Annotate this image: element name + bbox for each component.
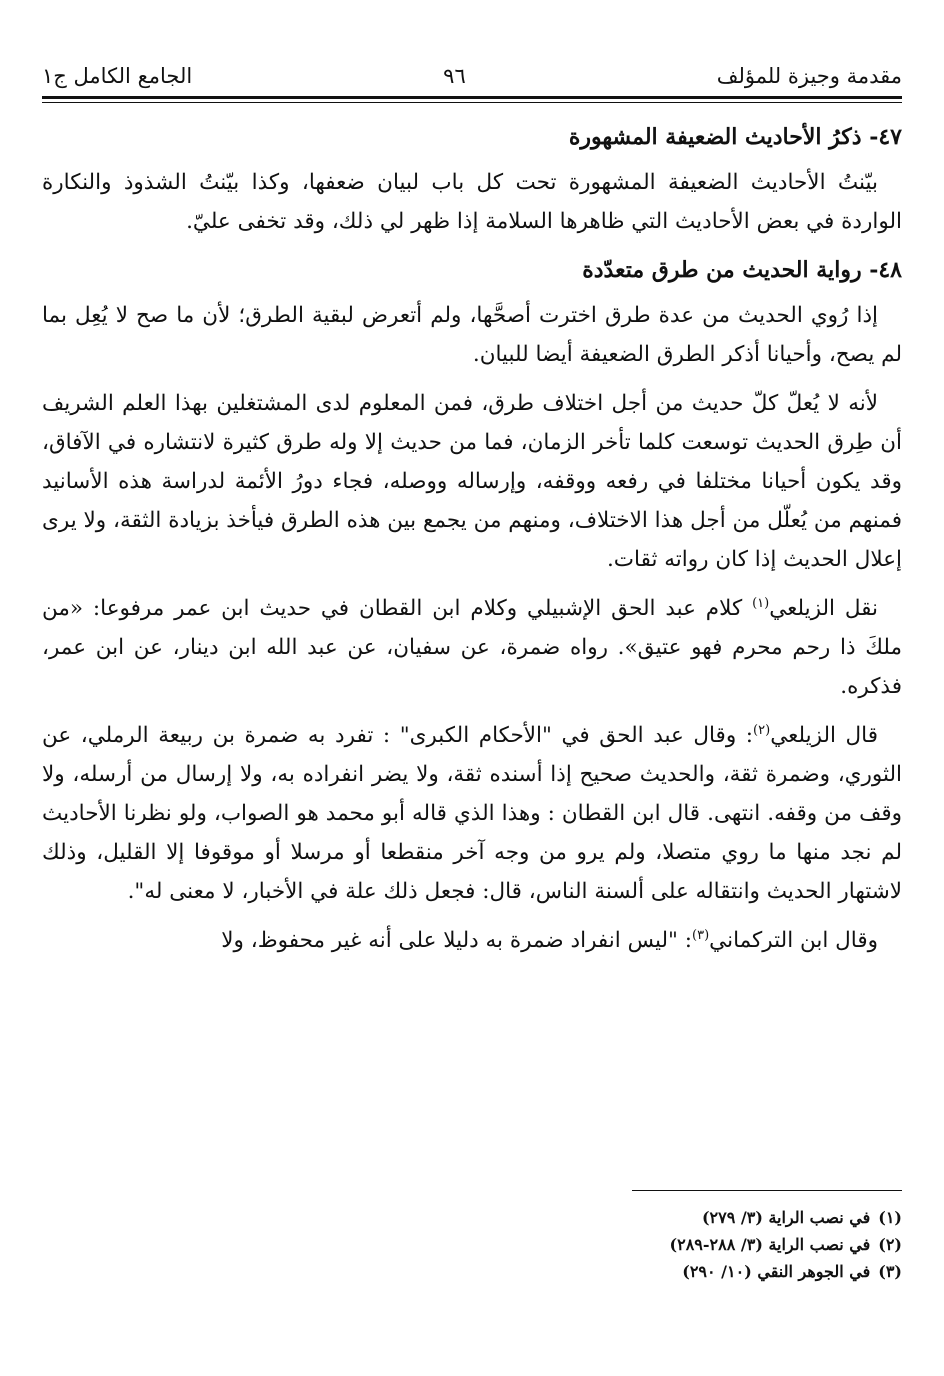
paragraph-lead: قال الزيلعي	[770, 723, 879, 748]
section-heading-48: ٤٨- رواية الحديث من طرق متعدّدة	[582, 257, 902, 283]
footnote-ref[interactable]: (٣)	[692, 927, 710, 943]
header-rule-thick	[42, 96, 902, 99]
paragraph-body: : "ليس انفراد ضمرة به دليلا على أنه غير محفوظ، ولا	[221, 928, 693, 953]
footnote-text: في نصب الراية (٣/ ٢٧٩)	[701, 1208, 871, 1227]
footnote-item	[502, 1204, 902, 1231]
main-text	[42, 118, 902, 970]
header-chapter-title: مقدمة وجيزة للمؤلف	[716, 64, 902, 88]
section-heading-47: ٤٧- ذكرُ الأحاديث الضعيفة المشهورة	[568, 124, 902, 150]
page-number: ٩٦	[443, 64, 466, 88]
paragraph-lead: وقال ابن التركماني	[709, 928, 878, 953]
running-header	[42, 58, 902, 94]
header-book-title: الجامع الكامل ج١	[42, 64, 193, 88]
paragraph: لأنه لا يُعلّ كلّ حديث من أجل اختلاف طرق، فمن المعلوم لدى المشتغلين بهذا العلم الشريف أن طِرق الحديث توسعت كلما تأخر الزمان، فما من حديث إلا وله طرق كثيرة لانتشاره في الآفاق، وقد يكون أحيانا مختلفا في رفعه ووقفه، وإرساله ووصله، فجاء دورُ الأئمة لدراسة هذه الأسانيد فمنهم من يُعلّل من أجل هذا الاختلاف، ومنهم من يجمع بين هذه الطرق فيأخذ بزيادة الثقة، ولا يرى إعلال الحديث إذا كان رواته ثقات.	[42, 391, 902, 572]
paragraph-turkmani	[42, 921, 902, 960]
footnote-text: في الجوهر النقي (١٠/ ٢٩٠)	[682, 1262, 871, 1281]
footnote-number: (٣)	[878, 1262, 902, 1281]
paragraph-zaylai-ahkam	[42, 716, 902, 911]
header-rule-thin	[42, 102, 902, 103]
footnote-ref[interactable]: (٢)	[753, 722, 771, 738]
footnote-ref[interactable]: (١)	[752, 595, 770, 611]
paragraph-zaylai-quote	[42, 589, 902, 706]
footnote-text: في نصب الراية (٣/ ٢٨٨-٢٨٩)	[669, 1235, 871, 1254]
footnote-item	[502, 1231, 902, 1258]
footnotes	[502, 1204, 902, 1285]
footnote-divider	[632, 1190, 902, 1191]
paragraph: بيّنتُ الأحاديث الضعيفة المشهورة تحت كل باب لبيان ضعفها، وكذا بيّنتُ الشذوذ والنكارة الواردة في بعض الأحاديث التي ظاهرها السلامة إذا ظهر لي ذلك، وقد تخفى عليّ.	[42, 170, 902, 234]
paragraph-lead: نقل الزيلعي	[769, 596, 878, 621]
footnote-number: (١)	[878, 1208, 902, 1227]
paragraph: إذا رُوي الحديث من عدة طرق اخترت أصحَّها، ولم أتعرض لبقية الطرق؛ لأن ما صح لا يُعِل بما لم يصح، وأحيانا أذكر الطرق الضعيفة أيضا للبيان.	[42, 303, 902, 367]
paragraph-body: : وقال عبد الحق في "الأحكام الكبرى" : تفرد به ضمرة بن ربيعة الرملي، عن الثوري، وضمرة ثقة، والحديث صحيح إذا أسنده ثقة، ولا يضر انفراده به، ولا إرسال من أرسله، ولا وقف من وقفه. انتهى. قال ابن القطان : وهذا الذي قاله أبو محمد هو الصواب، ولو نظرنا الأحاديث لم نجد منها ما روي متصلا، ولم يرو من وجه آخر منقطعا أو مرسلا أو موقوفا إلا القليل، وذلك لاشتهار الحديث وانتقاله على ألسنة الناس، قال: فجعل ذلك علة في الأخبار، لا معنى له".	[42, 723, 902, 904]
paragraph-body: كلام عبد الحق الإشبيلي وكلام ابن القطان في حديث ابن عمر مرفوعا: «من ملكَ ذا رحم محرم فهو عتيق». رواه ضمرة، عن سفيان، عن عبد الله ابن دينار، عن ابن عمر، فذكره.	[42, 596, 902, 699]
footnote-number: (٢)	[878, 1235, 902, 1254]
footnote-item	[502, 1258, 902, 1285]
